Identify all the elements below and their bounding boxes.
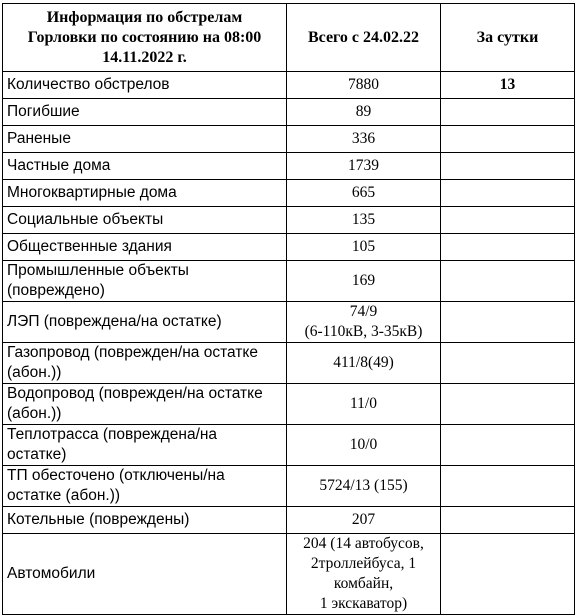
row-label [3, 425, 287, 466]
row-day-value [441, 425, 575, 466]
row-label-line: Раненые [7, 130, 71, 147]
table-row [3, 72, 575, 99]
table-row [3, 234, 575, 261]
header-row [3, 4, 575, 72]
row-label [3, 466, 287, 507]
row-total-line: 169 [351, 272, 376, 289]
row-total-value [287, 72, 441, 99]
row-total-value [287, 261, 441, 302]
row-label-line: Количество обстрелов [7, 76, 170, 93]
row-total-value [287, 425, 441, 466]
row-label [3, 207, 287, 234]
row-total-value [287, 302, 441, 343]
row-total-value [287, 534, 441, 615]
row-label-line: Погибшие [7, 103, 80, 120]
row-label [3, 534, 287, 615]
row-label-line: Теплотрасса (повреждена/на [7, 426, 218, 443]
header-title-line: 14.11.2022 г. [102, 48, 187, 66]
row-day-value [441, 207, 575, 234]
row-day-value [441, 384, 575, 425]
row-total-line: 11/0 [350, 395, 377, 412]
row-label-line: Котельные (повреждены) [7, 511, 190, 528]
row-label [3, 153, 287, 180]
row-total-line: 10/0 [349, 436, 378, 453]
table-row [3, 261, 575, 302]
row-label-line: Автомобили [7, 565, 96, 582]
row-total-value [287, 343, 441, 384]
row-total-line: 1 экскаватор) [319, 595, 408, 612]
table-row [3, 343, 575, 384]
row-total-line: 7880 [348, 76, 379, 93]
row-total-line: 665 [351, 184, 376, 201]
row-total-value [287, 466, 441, 507]
table-row [3, 302, 575, 343]
row-day-value: 13 [441, 72, 575, 99]
header-title-line: Горловки по состоянию на 08:00 [27, 28, 262, 46]
row-label-line: Частные дома [7, 157, 111, 174]
row-label [3, 261, 287, 302]
row-total-value [287, 507, 441, 534]
row-label-line: (абон.)) [7, 364, 62, 381]
row-day-value [441, 343, 575, 384]
header-total-since: Всего с 24.02.22 [287, 4, 441, 72]
row-total-value [287, 207, 441, 234]
row-total-value [287, 126, 441, 153]
row-label [3, 180, 287, 207]
row-total-line: 105 [351, 238, 376, 255]
row-total-line: комбайн, [333, 575, 394, 592]
row-label [3, 234, 287, 261]
row-label-line: Водопровод (поврежден/на остатке [7, 385, 263, 402]
row-total-line: 336 [351, 130, 376, 147]
header-info-title [3, 4, 287, 72]
row-label-line: Многоквартирные дома [7, 184, 177, 201]
row-total-line: 5724/13 (155) [319, 477, 408, 494]
row-total-line: 2троллейбуса, 1 [310, 555, 417, 572]
row-label [3, 99, 287, 126]
row-label [3, 72, 287, 99]
row-day-value [441, 180, 575, 207]
table-row [3, 99, 575, 126]
row-day-value [441, 126, 575, 153]
header-title-line: Информация по обстрелам [46, 8, 243, 26]
row-total-line: (6-110кВ, 3-35кВ) [304, 323, 423, 340]
row-day-value [441, 534, 575, 615]
row-label-line: Общественные здания [7, 238, 172, 255]
table-row [3, 507, 575, 534]
row-label-line: Социальные объекты [7, 211, 164, 228]
row-day-value [441, 466, 575, 507]
row-total-line: 204 (14 автобусов, [303, 535, 424, 552]
row-total-line: 1739 [348, 157, 379, 174]
row-total-line: 135 [351, 211, 376, 228]
table-row [3, 534, 575, 615]
row-total-line: 411/8(49) [333, 354, 394, 371]
table-row [3, 153, 575, 180]
row-day-value [441, 234, 575, 261]
table-row [3, 425, 575, 466]
header-per-day: За сутки [441, 4, 575, 72]
row-day-value [441, 507, 575, 534]
row-label-line: Газопровод (поврежден/на остатке [7, 344, 258, 361]
row-day-value [441, 302, 575, 343]
row-day-value [441, 153, 575, 180]
row-label-line: ТП обесточено (отключены/на [7, 467, 225, 484]
row-label-line: ЛЭП (повреждена/на остатке) [7, 313, 222, 330]
row-label-line: Промышленные объекты [7, 262, 189, 279]
row-label [3, 507, 287, 534]
row-total-line: 74/9 [349, 303, 378, 320]
row-day-value [441, 99, 575, 126]
row-label-line: (повреждено) [7, 282, 105, 299]
row-total-value [287, 153, 441, 180]
row-label [3, 126, 287, 153]
row-label-line: (абон.)) [7, 405, 62, 422]
shelling-info-table [2, 3, 575, 615]
table-row [3, 384, 575, 425]
row-total-value [287, 384, 441, 425]
table-row [3, 466, 575, 507]
row-label [3, 384, 287, 425]
row-total-line: 207 [351, 511, 376, 528]
table-row [3, 180, 575, 207]
row-total-value [287, 180, 441, 207]
row-label [3, 343, 287, 384]
row-label-line: остатке) [7, 446, 67, 463]
row-label [3, 302, 287, 343]
row-label-line: остатке (абон.)) [7, 487, 121, 504]
row-day-value [441, 261, 575, 302]
row-total-line: 89 [355, 103, 372, 120]
row-total-value [287, 234, 441, 261]
row-total-value [287, 99, 441, 126]
table-row [3, 207, 575, 234]
table-row [3, 126, 575, 153]
